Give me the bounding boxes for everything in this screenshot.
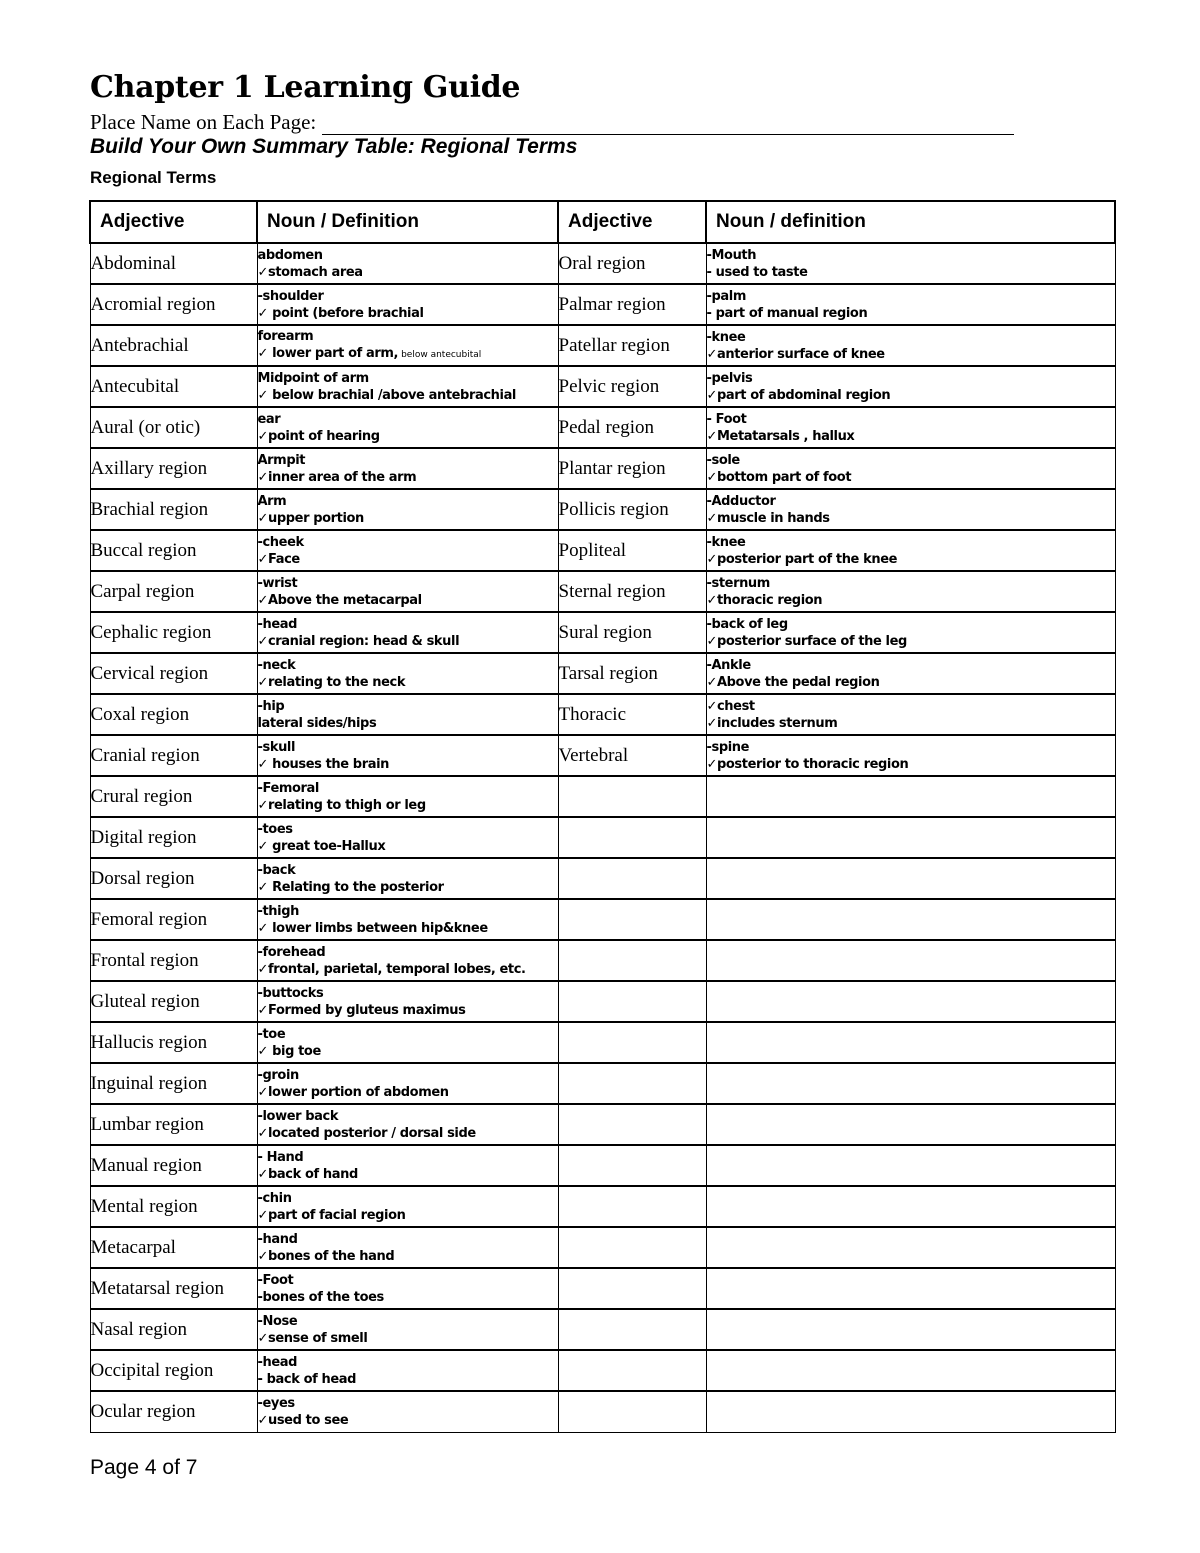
definition-cell — [706, 325, 1115, 366]
header-noun-definition-2: Noun / definition — [706, 201, 1115, 243]
definition-text: ✓Face — [257, 551, 300, 567]
definition-cell — [706, 489, 1115, 530]
adjective-cell: Mental region — [90, 1186, 257, 1227]
definition-text: lateral sides/hips — [257, 715, 377, 731]
table-row — [90, 735, 1115, 776]
table-row — [90, 1063, 1115, 1104]
definition-cell — [257, 858, 558, 899]
table-row — [90, 940, 1115, 981]
table-row — [90, 489, 1115, 530]
regional-terms-table — [89, 200, 1116, 1433]
name-blank-line — [322, 114, 1014, 135]
adjective-cell: Lumbar region — [90, 1104, 257, 1145]
adjective-cell — [558, 1350, 706, 1391]
definition-cell — [706, 899, 1115, 940]
table-row — [90, 858, 1115, 899]
header-adjective-2: Adjective — [558, 201, 706, 243]
adjective-cell: Thoracic — [558, 694, 706, 735]
definition-text: ✓stomach area — [257, 264, 363, 280]
table-row — [90, 1145, 1115, 1186]
definition-noun: -hip — [257, 698, 285, 714]
definition-noun: -neck — [257, 657, 296, 673]
definition-noun: -knee — [706, 329, 746, 345]
adjective-cell: Coxal region — [90, 694, 257, 735]
definition-noun: -shoulder — [257, 288, 324, 304]
adjective-cell: Manual region — [90, 1145, 257, 1186]
definition-noun: Midpoint of arm — [257, 370, 369, 386]
definition-text: ✓ great toe-Hallux — [257, 838, 386, 854]
definition-text: ✓ big toe — [257, 1043, 321, 1059]
adjective-cell: Cervical region — [90, 653, 257, 694]
definition-cell — [706, 1186, 1115, 1227]
definition-cell — [706, 571, 1115, 612]
definition-cell — [257, 1350, 558, 1391]
definition-cell — [706, 776, 1115, 817]
definition-text: ✓ Relating to the posterior — [257, 879, 444, 895]
adjective-cell — [558, 899, 706, 940]
table-header-row — [90, 201, 1115, 243]
definition-text: ✓posterior surface of the leg — [706, 633, 907, 649]
definition-text: ✓used to see — [257, 1412, 349, 1428]
definition-noun: -cheek — [257, 534, 304, 550]
definition-cell — [257, 448, 558, 489]
definition-noun: Armpit — [257, 452, 306, 468]
adjective-cell — [558, 1145, 706, 1186]
definition-text-main: ✓ lower part of arm, — [257, 345, 399, 361]
adjective-cell: Metatarsal region — [90, 1268, 257, 1309]
definition-text: ✓cranial region: head & skull — [257, 633, 460, 649]
definition-text: ✓anterior surface of knee — [706, 346, 885, 362]
adjective-cell: Vertebral — [558, 735, 706, 776]
definition-cell — [257, 1227, 558, 1268]
table-row — [90, 1309, 1115, 1350]
adjective-cell: Oral region — [558, 243, 706, 284]
definition-cell — [257, 981, 558, 1022]
definition-cell — [706, 530, 1115, 571]
table-row — [90, 612, 1115, 653]
table-row — [90, 1227, 1115, 1268]
definition-cell — [706, 407, 1115, 448]
definition-noun: -spine — [706, 739, 750, 755]
definition-text: - back of head — [257, 1371, 357, 1387]
definition-cell — [706, 366, 1115, 407]
definition-cell — [706, 694, 1115, 735]
adjective-cell: Inguinal region — [90, 1063, 257, 1104]
definition-noun: -Femoral — [257, 780, 319, 796]
definition-noun: - Foot — [706, 411, 747, 427]
adjective-cell: Nasal region — [90, 1309, 257, 1350]
definition-cell — [706, 858, 1115, 899]
definition-cell — [706, 1309, 1115, 1350]
definition-text: ✓includes sternum — [706, 715, 838, 731]
table-row — [90, 1186, 1115, 1227]
definition-noun: -Nose — [257, 1313, 298, 1329]
definition-noun: -back — [257, 862, 296, 878]
table-row — [90, 284, 1115, 325]
table-row — [90, 407, 1115, 448]
adjective-cell: Tarsal region — [558, 653, 706, 694]
definition-cell — [706, 1227, 1115, 1268]
definition-cell — [257, 940, 558, 981]
definition-noun: -forehead — [257, 944, 326, 960]
page-title: Chapter 1 Learning Guide — [90, 70, 521, 105]
definition-text: ✓located posterior / dorsal side — [257, 1125, 476, 1141]
definition-cell — [706, 1145, 1115, 1186]
adjective-cell: Aural (or otic) — [90, 407, 257, 448]
definition-text: ✓ lower limbs between hip&knee — [257, 920, 488, 936]
definition-noun: -wrist — [257, 575, 298, 591]
adjective-cell — [558, 1186, 706, 1227]
definition-noun: forearm — [257, 328, 314, 344]
definition-text: - part of manual region — [706, 305, 868, 321]
adjective-cell — [558, 1063, 706, 1104]
definition-text: ✓Metatarsals , hallux — [706, 428, 855, 444]
definition-text: ✓relating to thigh or leg — [257, 797, 426, 813]
definition-cell — [257, 1391, 558, 1432]
definition-noun: -eyes — [257, 1395, 295, 1411]
definition-cell — [257, 489, 558, 530]
definition-cell — [706, 1350, 1115, 1391]
adjective-cell — [558, 817, 706, 858]
adjective-cell: Pollicis region — [558, 489, 706, 530]
adjective-cell — [558, 858, 706, 899]
adjective-cell: Antecubital — [90, 366, 257, 407]
definition-noun: -lower back — [257, 1108, 339, 1124]
adjective-cell: Occipital region — [90, 1350, 257, 1391]
definition-noun: ear — [257, 411, 281, 427]
table-row — [90, 1350, 1115, 1391]
table-row — [90, 817, 1115, 858]
adjective-cell — [558, 940, 706, 981]
subtitle: Build Your Own Summary Table: Regional Terms — [90, 135, 578, 158]
definition-text: ✓point of hearing — [257, 428, 380, 444]
definition-text: ✓inner area of the arm — [257, 469, 417, 485]
definition-text: ✓muscle in hands — [706, 510, 830, 526]
definition-noun: -buttocks — [257, 985, 324, 1001]
adjective-cell: Popliteal — [558, 530, 706, 571]
definition-noun: -sternum — [706, 575, 770, 591]
adjective-cell — [558, 1309, 706, 1350]
adjective-cell — [558, 981, 706, 1022]
definition-cell — [706, 1268, 1115, 1309]
definition-text: ✓part of abdominal region — [706, 387, 891, 403]
adjective-cell: Acromial region — [90, 284, 257, 325]
table-row — [90, 1268, 1115, 1309]
definition-cell — [257, 284, 558, 325]
adjective-cell: Plantar region — [558, 448, 706, 489]
definition-cell — [706, 735, 1115, 776]
adjective-cell: Patellar region — [558, 325, 706, 366]
definition-cell — [257, 366, 558, 407]
definition-text: ✓frontal, parietal, temporal lobes, etc. — [257, 961, 526, 977]
table-row — [90, 530, 1115, 571]
table-row — [90, 325, 1115, 366]
definition-cell — [257, 1022, 558, 1063]
definition-cell — [257, 899, 558, 940]
definition-text: ✓bottom part of foot — [706, 469, 852, 485]
definition-cell — [706, 981, 1115, 1022]
definition-cell — [706, 284, 1115, 325]
definition-noun: abdomen — [257, 247, 323, 263]
definition-text: ✓Formed by gluteus maximus — [257, 1002, 466, 1018]
adjective-cell: Ocular region — [90, 1391, 257, 1432]
adjective-cell: Pedal region — [558, 407, 706, 448]
adjective-cell: Cephalic region — [90, 612, 257, 653]
definition-noun: -chin — [257, 1190, 292, 1206]
table-row — [90, 899, 1115, 940]
adjective-cell: Axillary region — [90, 448, 257, 489]
definition-text: ✓bones of the hand — [257, 1248, 395, 1264]
definition-text: ✓part of facial region — [257, 1207, 406, 1223]
definition-noun: -palm — [706, 288, 746, 304]
definition-noun: -groin — [257, 1067, 299, 1083]
definition-noun: -sole — [706, 452, 740, 468]
adjective-cell: Metacarpal — [90, 1227, 257, 1268]
header-adjective-1: Adjective — [90, 201, 257, 243]
adjective-cell: Digital region — [90, 817, 257, 858]
definition-cell — [257, 1309, 558, 1350]
definition-cell — [706, 817, 1115, 858]
name-prompt: Place Name on Each Page: — [90, 110, 317, 134]
adjective-cell — [558, 776, 706, 817]
definition-text: ✓ point (before brachial — [257, 305, 424, 321]
table-row — [90, 571, 1115, 612]
definition-cell — [706, 1391, 1115, 1432]
definition-noun: -back of leg — [706, 616, 788, 632]
definition-cell — [257, 653, 558, 694]
table-body — [90, 243, 1115, 1432]
definition-text: ✓posterior to thoracic region — [706, 756, 909, 772]
definition-cell — [257, 1268, 558, 1309]
definition-text: ✓sense of smell — [257, 1330, 368, 1346]
definition-cell — [706, 653, 1115, 694]
adjective-cell: Gluteal region — [90, 981, 257, 1022]
definition-text: ✓posterior part of the knee — [706, 551, 898, 567]
definition-cell — [257, 735, 558, 776]
definition-cell — [257, 612, 558, 653]
definition-cell — [257, 817, 558, 858]
definition-noun: -Foot — [257, 1272, 294, 1288]
name-prompt-line — [90, 110, 1014, 135]
definition-text: ✓Above the pedal region — [706, 674, 880, 690]
definition-noun: Arm — [257, 493, 287, 509]
header-noun-definition-1: Noun / Definition — [257, 201, 558, 243]
definition-cell — [257, 243, 558, 284]
definition-cell — [257, 1186, 558, 1227]
definition-noun: -toes — [257, 821, 293, 837]
definition-cell — [257, 776, 558, 817]
definition-cell — [706, 1063, 1115, 1104]
definition-cell — [706, 1104, 1115, 1145]
definition-text — [258, 345, 558, 364]
definition-noun: -Mouth — [706, 247, 757, 263]
definition-noun: -head — [257, 1354, 298, 1370]
adjective-cell — [558, 1391, 706, 1432]
definition-cell — [257, 1145, 558, 1186]
definition-cell — [706, 1022, 1115, 1063]
adjective-cell: Sternal region — [558, 571, 706, 612]
table-row — [90, 366, 1115, 407]
definition-text: ✓thoracic region — [706, 592, 823, 608]
adjective-cell: Sural region — [558, 612, 706, 653]
definition-noun: -Adductor — [706, 493, 776, 509]
definition-text: ✓ houses the brain — [257, 756, 389, 772]
definition-cell — [257, 571, 558, 612]
definition-noun: -knee — [706, 534, 746, 550]
definition-text: -bones of the toes — [257, 1289, 384, 1305]
table-row — [90, 1391, 1115, 1432]
adjective-cell: Abdominal — [90, 243, 257, 284]
definition-text-note: below antecubital — [401, 349, 482, 360]
definition-cell — [257, 1104, 558, 1145]
definition-noun: - Hand — [257, 1149, 304, 1165]
table-row — [90, 653, 1115, 694]
adjective-cell: Buccal region — [90, 530, 257, 571]
table-row — [90, 776, 1115, 817]
definition-cell — [706, 940, 1115, 981]
table-row — [90, 694, 1115, 735]
page-number: Page 4 of 7 — [90, 1456, 198, 1479]
definition-noun: -toe — [257, 1026, 286, 1042]
definition-text: ✓upper portion — [257, 510, 364, 526]
adjective-cell — [558, 1104, 706, 1145]
definition-noun: -hand — [257, 1231, 298, 1247]
definition-text: ✓relating to the neck — [257, 674, 406, 690]
definition-noun: -skull — [257, 739, 296, 755]
table-row — [90, 1022, 1115, 1063]
adjective-cell: Brachial region — [90, 489, 257, 530]
definition-cell — [257, 530, 558, 571]
adjective-cell: Crural region — [90, 776, 257, 817]
adjective-cell: Cranial region — [90, 735, 257, 776]
definition-cell — [257, 325, 558, 366]
adjective-cell: Dorsal region — [90, 858, 257, 899]
adjective-cell — [558, 1022, 706, 1063]
adjective-cell: Pelvic region — [558, 366, 706, 407]
definition-text: ✓ below brachial /above antebrachial — [257, 387, 516, 403]
adjective-cell: Antebrachial — [90, 325, 257, 366]
definition-noun: ✓chest — [706, 698, 755, 714]
adjective-cell: Palmar region — [558, 284, 706, 325]
definition-cell — [257, 694, 558, 735]
adjective-cell: Carpal region — [90, 571, 257, 612]
table-row — [90, 243, 1115, 284]
definition-noun: -Ankle — [706, 657, 751, 673]
definition-cell — [257, 407, 558, 448]
definition-cell — [706, 243, 1115, 284]
section-heading: Regional Terms — [90, 168, 217, 187]
definition-noun: -thigh — [257, 903, 299, 919]
adjective-cell: Hallucis region — [90, 1022, 257, 1063]
definition-noun: -pelvis — [706, 370, 753, 386]
definition-cell — [257, 1063, 558, 1104]
definition-text: ✓lower portion of abdomen — [257, 1084, 449, 1100]
definition-cell — [706, 612, 1115, 653]
adjective-cell: Frontal region — [90, 940, 257, 981]
adjective-cell: Femoral region — [90, 899, 257, 940]
definition-text: ✓back of hand — [257, 1166, 358, 1182]
definition-text: ✓Above the metacarpal — [257, 592, 422, 608]
table-row — [90, 1104, 1115, 1145]
adjective-cell — [558, 1268, 706, 1309]
table-row — [90, 981, 1115, 1022]
definition-cell — [706, 448, 1115, 489]
definition-text: - used to taste — [706, 264, 808, 280]
table-row — [90, 448, 1115, 489]
adjective-cell — [558, 1227, 706, 1268]
definition-noun: -head — [257, 616, 298, 632]
